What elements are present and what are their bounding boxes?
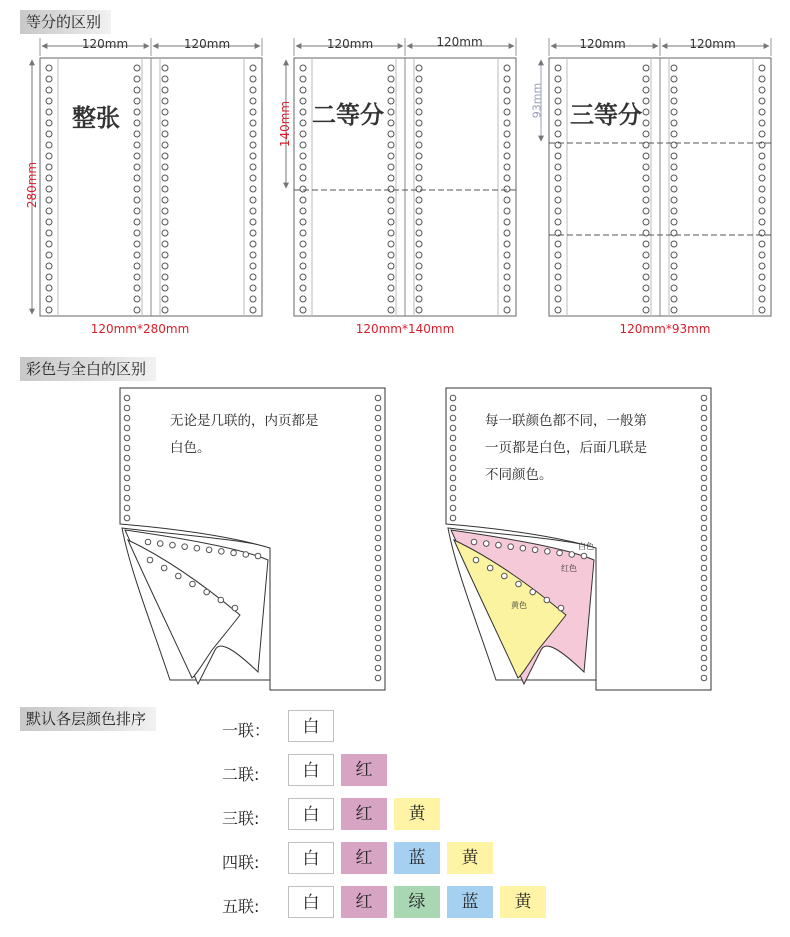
panel3-name: 三等分 [570,100,642,129]
section-title-default-layer-order: 默认各层颜色排序 [20,707,156,731]
panel2-height-label: 140mm [278,100,292,148]
row2-cell-white: 白 [288,754,334,786]
panel2-caption: 120mm*140mm [355,322,455,336]
right-note-line1: 每一联颜色都不同，一般第 [485,413,647,429]
row5-cell-yellow: 黄 [500,886,546,918]
row1-label: 一联： [222,721,271,740]
layer-white-label: 白色 [578,542,594,551]
panel1-caption: 120mm*280mm [90,322,190,336]
panel3-caption: 120mm*93mm [619,322,711,336]
panel3-right-width-label: 120mm [689,37,736,51]
row4-cell-yellow: 黄 [447,842,493,874]
layer-red-label: 红色 [561,564,577,573]
panel1-left-width-label: 120mm [81,37,129,51]
row3-cell-white: 白 [288,798,334,830]
row3-label: 三联: [222,809,260,828]
row3-cell-yellow: 黄 [394,798,440,830]
row5-cell-green: 绿 [394,886,440,918]
row5-cell-red: 红 [341,886,387,918]
row1-cell-white: 白 [288,710,334,742]
row5-label: 五联: [222,897,260,916]
right-note-line3: 不同颜色。 [485,467,553,483]
section-title-color-vs-white: 彩色与全白的区别 [20,357,156,381]
row4-cell-red: 红 [341,842,387,874]
left-note-line1: 无论是几联的，内页都是 [170,413,319,429]
right-note-line2: 一页都是白色，后面几联是 [485,440,647,456]
row4-cell-white: 白 [288,842,334,874]
row2-cell-red: 红 [341,754,387,786]
row4-cell-blue: 蓝 [394,842,440,874]
panel2-left-width-label: 120mm [326,37,374,51]
row5-cell-blue: 蓝 [447,886,493,918]
row5-cell-white: 白 [288,886,334,918]
section-title-equal-division: 等分的区别 [20,10,111,34]
row4-label: 四联: [222,853,260,872]
row2-label: 二联: [222,765,260,784]
panel2-right-width-label: 120mm [436,35,483,49]
panel3-height-label: 93mm [530,82,544,119]
panel1-right-width-label: 120mm [183,37,231,51]
panel2-name: 二等分 [312,100,384,129]
panel3-left-width-label: 120mm [579,37,626,51]
panel1-name: 整张 [72,103,120,132]
left-note-line2: 白色。 [170,440,211,456]
row3-cell-red: 红 [341,798,387,830]
layer-yellow-label: 黄色 [511,601,527,610]
panel1-height-label: 280mm [25,161,39,209]
